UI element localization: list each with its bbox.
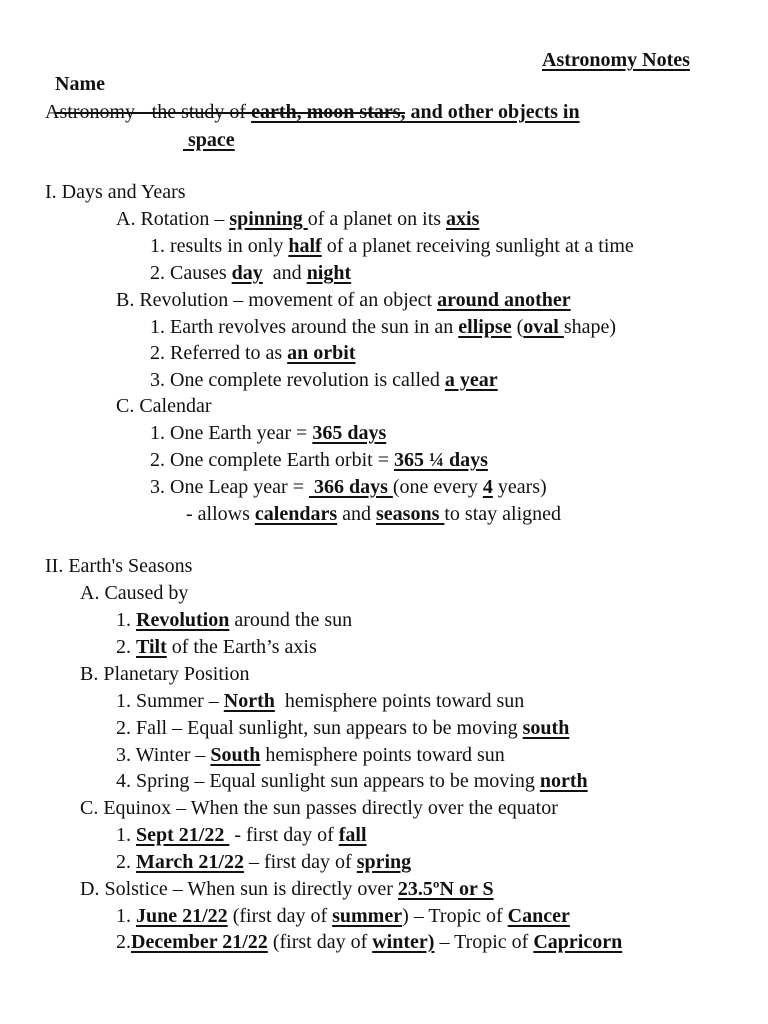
list-item: 2. March 21/22 – first day of spring bbox=[116, 851, 412, 873]
revolution-line: B. Revolution – movement of an object around another bbox=[116, 289, 571, 311]
name-label: Name bbox=[55, 73, 105, 95]
list-item: 3. One complete revolution is called a year bbox=[150, 369, 498, 391]
list-item: 1. Revolution around the sun bbox=[116, 609, 353, 631]
list-item: 1. One Earth year = 365 days bbox=[150, 422, 387, 444]
caused-by-heading: A. Caused by bbox=[80, 582, 189, 604]
list-item: 2.December 21/22 (first day of winter) – Tropic of Capricorn bbox=[116, 931, 623, 953]
list-item: 2. Fall – Equal sunlight, sun appears to be moving south bbox=[116, 717, 570, 739]
list-item: 2. Tilt of the Earth’s axis bbox=[116, 636, 317, 658]
definition-line: Astronomy - the study of earth, moon stars, and other objects in bbox=[45, 101, 580, 123]
list-item: 3. One Leap year = 366 days (one every 4 years) bbox=[150, 476, 547, 498]
section-2-title: II. Earth's Seasons bbox=[45, 555, 193, 577]
definition-answer: earth, moon stars, and other objects in bbox=[251, 101, 580, 123]
list-item: 1. Sept 21/22 - first day of fall bbox=[116, 824, 367, 846]
planetary-position-heading: B. Planetary Position bbox=[80, 663, 250, 685]
list-item: 4. Spring – Equal sunlight sun appears to be moving north bbox=[116, 770, 588, 792]
section-1-title: I. Days and Years bbox=[45, 181, 186, 203]
definition-answer-cont: space bbox=[183, 129, 235, 151]
list-item: 3. Winter – South hemisphere points toward sun bbox=[116, 744, 505, 766]
list-item: 1. Earth revolves around the sun in an ellipse (oval shape) bbox=[150, 316, 617, 338]
list-item: 1. June 21/22 (first day of summer) – Tropic of Cancer bbox=[116, 905, 570, 927]
list-item: 2. Referred to as an orbit bbox=[150, 342, 356, 364]
solstice-heading: D. Solstice – When sun is directly over 23.5ºN or S bbox=[80, 878, 494, 900]
list-item: - allows calendars and seasons to stay aligned bbox=[186, 503, 561, 525]
rotation-line: A. Rotation – spinning of a planet on its axis bbox=[116, 208, 480, 230]
list-item: 2. Causes day and night bbox=[150, 262, 352, 284]
page-title: Astronomy Notes bbox=[542, 49, 690, 71]
list-item: 1. results in only half of a planet receiving sunlight at a time bbox=[150, 235, 634, 257]
list-item: 2. One complete Earth orbit = 365 ¼ days bbox=[150, 449, 488, 471]
calendar-heading: C. Calendar bbox=[116, 395, 212, 417]
equinox-heading: C. Equinox – When the sun passes directly over the equator bbox=[80, 797, 558, 819]
list-item: 1. Summer – North hemisphere points toward sun bbox=[116, 690, 525, 712]
